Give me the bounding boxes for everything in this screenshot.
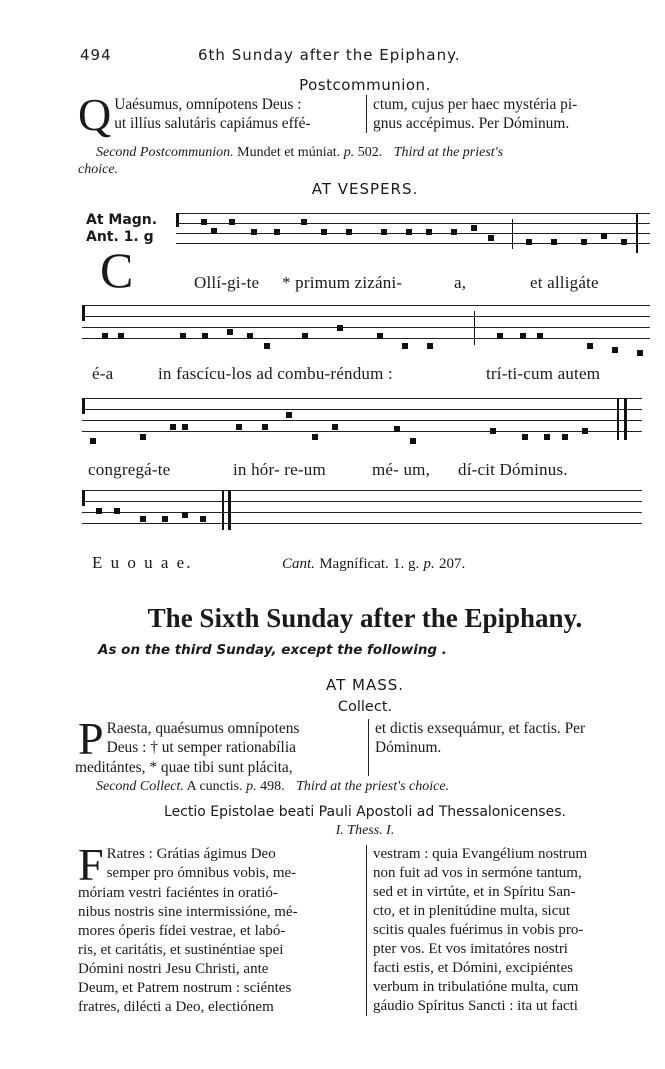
postcommunion-right-column bbox=[373, 95, 650, 134]
mass-title: AT MASS. bbox=[325, 676, 405, 694]
epistle-right-line: sed et in virtúte, et in Spíritu San- bbox=[373, 884, 576, 900]
epistle-right-line: scitis quales fuérimus in vobis pro- bbox=[373, 922, 584, 938]
collect-right-column bbox=[375, 719, 650, 777]
column-divider bbox=[366, 95, 367, 133]
cant-incipit: Magníficat. bbox=[319, 556, 389, 572]
epistle-left-line: móriam vestri faciéntes in oratió- bbox=[78, 885, 278, 901]
cant-label: Cant. bbox=[282, 556, 315, 572]
postcommunion-title: Postcommunion. bbox=[299, 76, 431, 94]
lyrics-word: dí-cit Dóminus. bbox=[458, 460, 568, 479]
collect-title: Collect. bbox=[337, 699, 393, 715]
cant-mode: 1. g. bbox=[393, 556, 420, 572]
antiphon-label-line: At Magn. bbox=[86, 212, 158, 228]
collect-left-line: Deus : † ut semper rationabília bbox=[106, 739, 296, 756]
postcommunion-left-column bbox=[78, 89, 360, 140]
lyrics-word: Ollí-gi-te bbox=[194, 273, 260, 292]
postcommunion-right-line: ctum, cujus per haec mystéria pi- bbox=[373, 96, 578, 113]
antiphon-label-line: Ant. 1. g bbox=[86, 229, 154, 245]
epistle-right-line: cto, et in plenitúdine multa, sicut bbox=[373, 903, 571, 919]
epistle-left-line: fratres, dilécti a Deo, electiónem bbox=[78, 999, 274, 1015]
third-note-cont: choice. bbox=[78, 162, 119, 177]
section-title: The Sixth Sunday after the Epiphany. bbox=[147, 603, 583, 633]
postcommunion-text bbox=[78, 89, 650, 140]
collect-text bbox=[75, 713, 650, 777]
lyrics-word: et alligáte bbox=[530, 273, 599, 292]
collect-left-line: meditántes, * quae tibi sunt plácita, bbox=[75, 759, 293, 776]
collect-right-line: et dictis exsequámur, et factis. Per bbox=[375, 720, 586, 737]
running-header bbox=[80, 46, 650, 64]
lyrics-word: * primum zizáni- bbox=[282, 273, 403, 292]
second-collect-note bbox=[96, 779, 449, 795]
third-note: Third at the priest's bbox=[393, 145, 504, 160]
epistle-left-line: ris, et caritátis, et sustinéntiae spei bbox=[78, 942, 284, 958]
epistle-right-line: gáudio Spíritus Sancti : ita ut facti bbox=[373, 998, 578, 1014]
postcommunion-left-line: Uaésumus, omnípotens Deus : bbox=[114, 96, 302, 113]
epistle-text bbox=[78, 839, 652, 1017]
epistle-left-line: mores óperis fídei vestrae, et labó- bbox=[78, 923, 286, 939]
epistle-left-column bbox=[78, 839, 360, 1017]
postcommunion-note bbox=[96, 144, 652, 162]
collect-left-column bbox=[75, 713, 362, 777]
postcommunion-left-line: ut illíus salutáris capiámus effé- bbox=[114, 115, 311, 132]
music-staff-3 bbox=[82, 398, 642, 438]
euouae: E u o u a e. bbox=[92, 553, 193, 572]
epistle-left-line: Ratres : Grátias ágimus Deo bbox=[106, 846, 276, 862]
epistle-right-line: vestram : quia Evangélium nostrum bbox=[373, 846, 588, 862]
column-divider bbox=[366, 845, 367, 1016]
lyrics-word: congregá-te bbox=[88, 460, 171, 479]
euouae-line bbox=[92, 553, 465, 573]
lyrics-word: é-a bbox=[92, 364, 114, 383]
second-postcommunion-incipit: Mundet et múniat. bbox=[237, 145, 341, 160]
lyrics-word: mé- um, bbox=[372, 460, 431, 479]
epistle-right-line: pter vos. Et vos imitatóres nostri bbox=[373, 941, 568, 957]
antiphon-label bbox=[86, 212, 157, 246]
epistle-right-line: non fuit ad vos in sermóne tantum, bbox=[373, 865, 582, 881]
lyrics-word: in hór- re-um bbox=[233, 460, 326, 479]
epistle-left-line: semper pro ómnibus vobis, me- bbox=[106, 865, 297, 881]
postcommunion-right-line: gnus accépimus. Per Dóminum. bbox=[373, 115, 570, 132]
collect-initial: P bbox=[78, 713, 104, 764]
second-postcommunion-label: Second Postcommunion. bbox=[96, 145, 234, 160]
lyrics-word: trí-ti-cum autem bbox=[486, 364, 601, 383]
collect-left-line: Raesta, quaésumus omnípotens bbox=[106, 720, 300, 737]
page-number: 494 bbox=[80, 46, 112, 64]
epistle-initial: F bbox=[78, 839, 104, 890]
epistle-left-line: nibus nostris sine intermissióne, mé- bbox=[78, 904, 298, 920]
epistle-left-line: Deum, et Patrem nostrum : sciéntes bbox=[78, 980, 292, 996]
page-ref: 498. bbox=[260, 779, 285, 794]
collect-right-line: Dóminum. bbox=[375, 739, 442, 756]
second-collect-incipit: A cunctis. bbox=[186, 779, 243, 794]
running-title: 6th Sunday after the Epiphany. bbox=[198, 46, 461, 64]
vespers-title: AT VESPERS. bbox=[311, 180, 419, 198]
page-abbrev: p. bbox=[423, 556, 435, 572]
music-staff-1 bbox=[176, 213, 650, 253]
epistle-right-column bbox=[373, 845, 652, 1017]
section-subtitle: As on the third Sunday, except the following . bbox=[98, 642, 447, 658]
lyrics-word: a, bbox=[454, 273, 467, 292]
epistle-right-line: verbum in tribulatióne multa, cum bbox=[373, 979, 579, 995]
music-staff-4 bbox=[82, 490, 642, 530]
third-collect-note: Third at the priest's choice. bbox=[296, 779, 450, 794]
lectio-reference: I. Thess. I. bbox=[335, 823, 395, 838]
page-abbrev: p. bbox=[246, 779, 257, 794]
page-abbrev: p. bbox=[343, 145, 355, 160]
lyrics-word: in fascícu-los ad combu-réndum : bbox=[158, 364, 393, 383]
chant-initial: C bbox=[100, 242, 134, 298]
postcommunion-initial: Q bbox=[78, 89, 112, 140]
lectio-title: Lectio Epistolae beati Pauli Apostoli ad Thessalonicenses. bbox=[164, 804, 566, 820]
page-ref: 502. bbox=[357, 145, 383, 160]
epistle-left-line: Dómini nostri Jesu Christi, ante bbox=[78, 961, 269, 977]
epistle-right-line: facti estis, et Dómini, excipiéntes bbox=[373, 960, 573, 976]
column-divider bbox=[368, 719, 369, 776]
page-ref: 207. bbox=[439, 556, 466, 572]
music-staff-2 bbox=[82, 305, 650, 345]
second-collect-label: Second Collect. bbox=[96, 779, 184, 794]
